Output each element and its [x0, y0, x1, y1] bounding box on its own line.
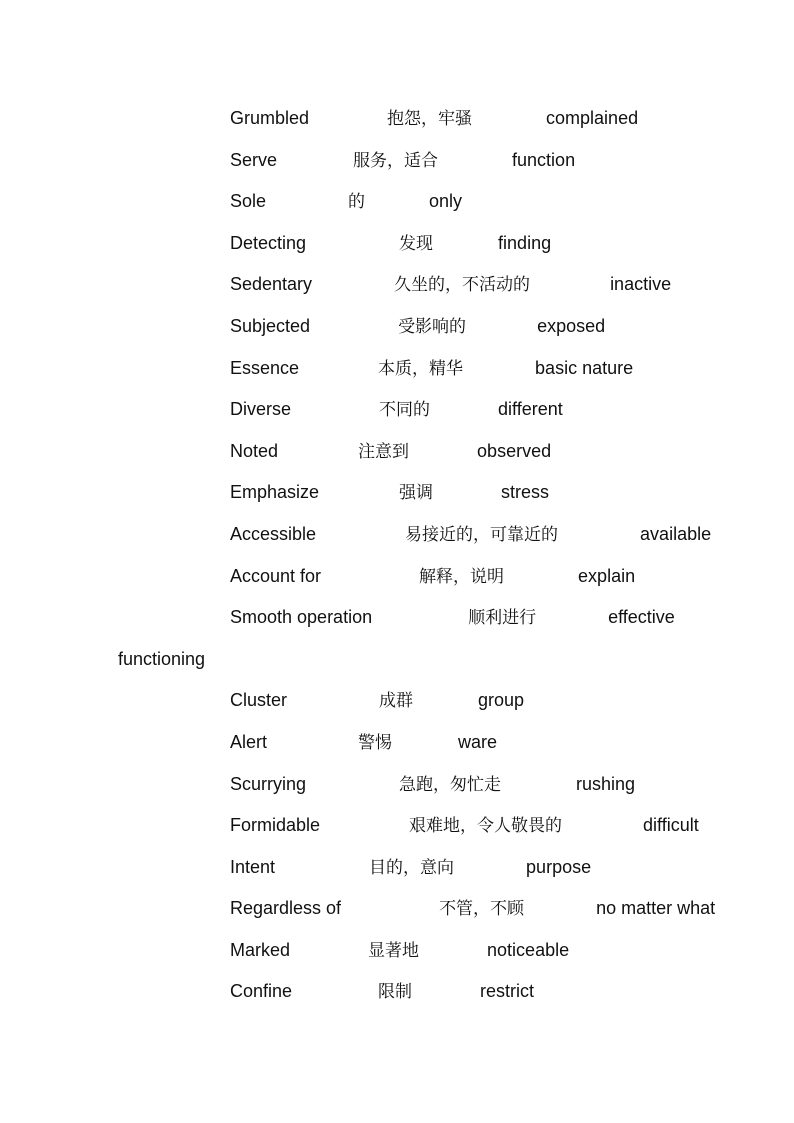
entry-meaning: 强调 — [399, 483, 434, 504]
entry-synonym: no matter what — [596, 898, 716, 919]
vocabulary-list — [118, 104, 758, 1019]
entry-synonym: difficult — [643, 815, 699, 836]
entry-word: Sedentary — [230, 274, 313, 295]
vocab-entry — [118, 354, 758, 396]
entry-synonym: finding — [498, 232, 552, 253]
vocab-entry — [118, 811, 758, 853]
entry-meaning: 注意到 — [358, 441, 410, 462]
entry-word: Detecting — [230, 232, 307, 253]
entry-word: Confine — [230, 981, 293, 1002]
entry-meaning: 本质，精华 — [378, 358, 464, 379]
vocab-entry — [118, 395, 758, 437]
entry-meaning: 不同的 — [379, 400, 431, 421]
entry-meaning: 急跑，匆忙走 — [399, 774, 502, 795]
entry-word: Formidable — [230, 815, 321, 836]
entry-word: Sole — [230, 191, 267, 212]
entry-word: Diverse — [230, 399, 292, 420]
entry-meaning: 易接近的，可靠近的 — [405, 524, 559, 545]
entry-synonym: basic nature — [535, 357, 634, 378]
entry-meaning: 服务，适合 — [353, 150, 439, 171]
entry-synonym: available — [640, 523, 712, 544]
entry-synonym: restrict — [480, 981, 535, 1002]
entry-synonym: effective — [608, 607, 675, 628]
entry-word: Regardless of — [230, 898, 342, 919]
vocab-entry — [118, 270, 758, 312]
entry-meaning: 限制 — [378, 982, 413, 1003]
vocab-entry — [118, 686, 758, 728]
vocab-entry — [118, 312, 758, 354]
vocab-entry — [118, 146, 758, 188]
entry-word: Emphasize — [230, 482, 320, 503]
entry-meaning: 发现 — [399, 233, 434, 254]
vocab-entry — [118, 104, 758, 146]
entry-synonym: only — [429, 191, 463, 212]
vocab-entry-continuation — [118, 645, 758, 687]
entry-word: Cluster — [230, 690, 288, 711]
vocab-entry — [118, 977, 758, 1019]
entry-synonym: noticeable — [487, 939, 570, 960]
vocab-entry — [118, 562, 758, 604]
vocab-entry — [118, 437, 758, 479]
entry-meaning: 警惕 — [358, 732, 393, 753]
entry-meaning: 抱怨，牢骚 — [387, 109, 473, 129]
entry-meaning: 不管，不顾 — [439, 899, 525, 920]
vocab-entry — [118, 853, 758, 895]
vocab-entry — [118, 936, 758, 978]
entry-meaning: 解释，说明 — [419, 566, 505, 587]
entry-word: Scurrying — [230, 773, 307, 794]
entry-synonym: function — [512, 149, 576, 170]
entry-meaning: 顺利进行 — [468, 608, 537, 629]
vocab-entry — [118, 187, 758, 229]
entry-word: Accessible — [230, 523, 317, 544]
vocab-entry — [118, 770, 758, 812]
entry-synonym: different — [498, 399, 563, 420]
entry-synonym: rushing — [576, 773, 636, 794]
entry-synonym: ware — [458, 731, 498, 752]
vocab-entry — [118, 894, 758, 936]
entry-synonym: complained — [546, 108, 639, 128]
entry-meaning: 的 — [348, 192, 366, 213]
entry-meaning: 成群 — [379, 691, 414, 712]
entry-word: Subjected — [230, 315, 311, 336]
entry-word: Smooth operation — [230, 607, 373, 628]
entry-synonym: group — [478, 690, 525, 711]
entry-synonym: purpose — [526, 856, 592, 877]
vocab-entry — [118, 478, 758, 520]
entry-meaning: 受影响的 — [398, 316, 467, 337]
entry-synonym-continuation: functioning — [118, 648, 206, 669]
entry-synonym: inactive — [610, 274, 672, 295]
vocab-entry — [118, 603, 758, 645]
entry-word: Account for — [230, 565, 322, 586]
entry-meaning: 艰难地，令人敬畏的 — [409, 816, 563, 837]
entry-word: Intent — [230, 856, 276, 877]
entry-synonym: exposed — [537, 315, 606, 336]
entry-synonym: observed — [477, 440, 552, 461]
entry-word: Alert — [230, 731, 268, 752]
entry-meaning: 久坐的，不活动的 — [394, 275, 531, 296]
entry-word: Noted — [230, 440, 279, 461]
entry-synonym: stress — [501, 482, 550, 503]
entry-word: Serve — [230, 149, 278, 170]
entry-word: Marked — [230, 939, 291, 960]
vocab-entry — [118, 728, 758, 770]
entry-synonym: explain — [578, 565, 636, 586]
entry-word: Essence — [230, 357, 300, 378]
vocab-entry — [118, 229, 758, 271]
entry-word: Grumbled — [230, 108, 310, 128]
entry-meaning: 显著地 — [368, 940, 420, 961]
vocab-entry — [118, 520, 758, 562]
entry-meaning: 目的，意向 — [369, 857, 455, 878]
